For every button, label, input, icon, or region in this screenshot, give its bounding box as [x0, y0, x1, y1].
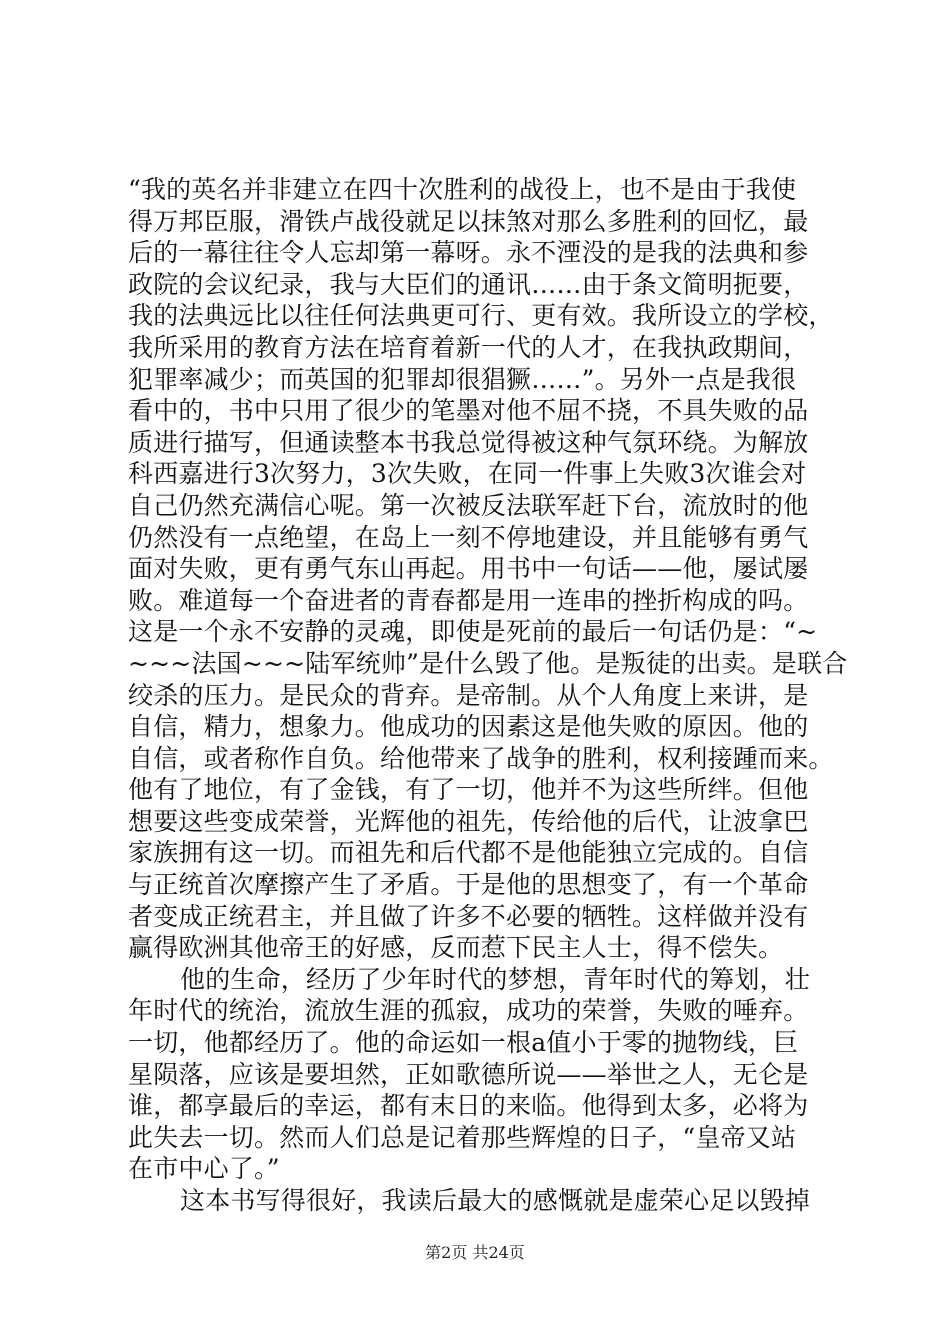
- page-number-footer: 第2页 共24页: [425, 1243, 525, 1262]
- text-line: 败。难道每一个奋进者的青春都是用一连串的挫折构成的吗。: [128, 585, 809, 615]
- text-line: 绞杀的压力。是民众的背弃。是帝制。从个人角度上来讲，是: [128, 680, 809, 710]
- text-line: 此失去一切。然而人们总是记着那些辉煌的日子，“皇帝又站: [128, 1122, 797, 1152]
- text-line: 在市中心了。”: [128, 1154, 280, 1184]
- text-line: 我所采用的教育方法在培育着新一代的人才，在我执政期间，: [128, 332, 809, 362]
- text-line: 者变成正统君主，并且做了许多不必要的牺牲。这样做并没有: [128, 901, 809, 931]
- text-line: 家族拥有这一切。而祖先和后代都不是他能独立完成的。自信: [128, 838, 809, 868]
- text-line: 他的生命，经历了少年时代的梦想，青年时代的筹划，壮: [180, 964, 811, 994]
- text-line: 谁，都享最后的幸运，都有末日的来临。他得到太多，必将为: [128, 1091, 809, 1121]
- text-line: 我的法典远比以往任何法典更可行、更有效。我所设立的学校，: [128, 301, 834, 331]
- text-line: 仍然没有一点绝望，在岛上一刻不停地建设，并且能够有勇气: [128, 522, 809, 552]
- text-line: 政院的会议纪录，我与大臣们的通讯……由于条文简明扼要，: [128, 269, 809, 299]
- text-line: 这是一个永不安静的灵魂，即使是死前的最后一句话仍是：“~: [128, 617, 818, 647]
- text-line: 面对失败，更有勇气东山再起。用书中一句话——他，屡试屡: [128, 554, 809, 584]
- text-line: 质进行描写，但通读整本书我总觉得被这种气氛环绕。为解放: [128, 427, 809, 457]
- text-line: 这本书写得很好，我读后最大的感慨就是虚荣心足以毁掉: [180, 1186, 811, 1215]
- text-line: 他有了地位，有了金钱，有了一切，他并不为这些所绊。但他: [128, 775, 809, 805]
- text-line: 自信，精力，想象力。他成功的因素这是他失败的原因。他的: [128, 712, 809, 742]
- text-line: 星陨落，应该是要坦然，正如歌德所说——举世之人，无仑是: [128, 1059, 809, 1089]
- text-line: 赢得欧洲其他帝王的好感，反而惹下民主人士，得不偿失。: [128, 933, 784, 963]
- text-line: 后的一幕往往令人忘却第一幕呀。永不湮没的是我的法典和参: [128, 238, 809, 268]
- text-line: 科西嘉进行3次努力，3次失败，在同一件事上失败3次谁会对: [128, 459, 807, 489]
- text-line: 与正统首次摩擦产生了矛盾。于是他的思想变了，有一个革命: [128, 870, 809, 900]
- document-body: [128, 174, 848, 1217]
- text-line: 年时代的统治，流放生涯的孤寂，成功的荣誉，失败的唾弃。: [128, 996, 809, 1026]
- text-line: “我的英名并非建立在四十次胜利的战役上，也不是由于我使: [128, 175, 797, 204]
- text-line: 一切，他都经历了。他的命运如一根a值小于零的抛物线，巨: [128, 1028, 799, 1058]
- text-line: 想要这些变成荣誉，光辉他的祖先，传给他的后代，让波拿巴: [128, 806, 809, 836]
- text-line: ~~~法国~~~陆军统帅”是什么毁了他。是叛徒的出卖。是联合: [128, 648, 848, 678]
- text-line: 犯罪率减少；而英国的犯罪却很猖獗……”。另外一点是我很: [128, 364, 797, 394]
- text-line: 自己仍然充满信心呢。第一次被反法联军赶下台，流放时的他: [128, 490, 809, 520]
- text-line: 自信，或者称作自负。给他带来了战争的胜利，权利接踵而来。: [128, 743, 834, 773]
- text-line: 得万邦臣服，滑铁卢战役就足以抹煞对那么多胜利的回忆，最: [128, 206, 809, 236]
- text-line: 看中的，书中只用了很少的笔墨对他不屈不挠，不具失败的品: [128, 396, 809, 426]
